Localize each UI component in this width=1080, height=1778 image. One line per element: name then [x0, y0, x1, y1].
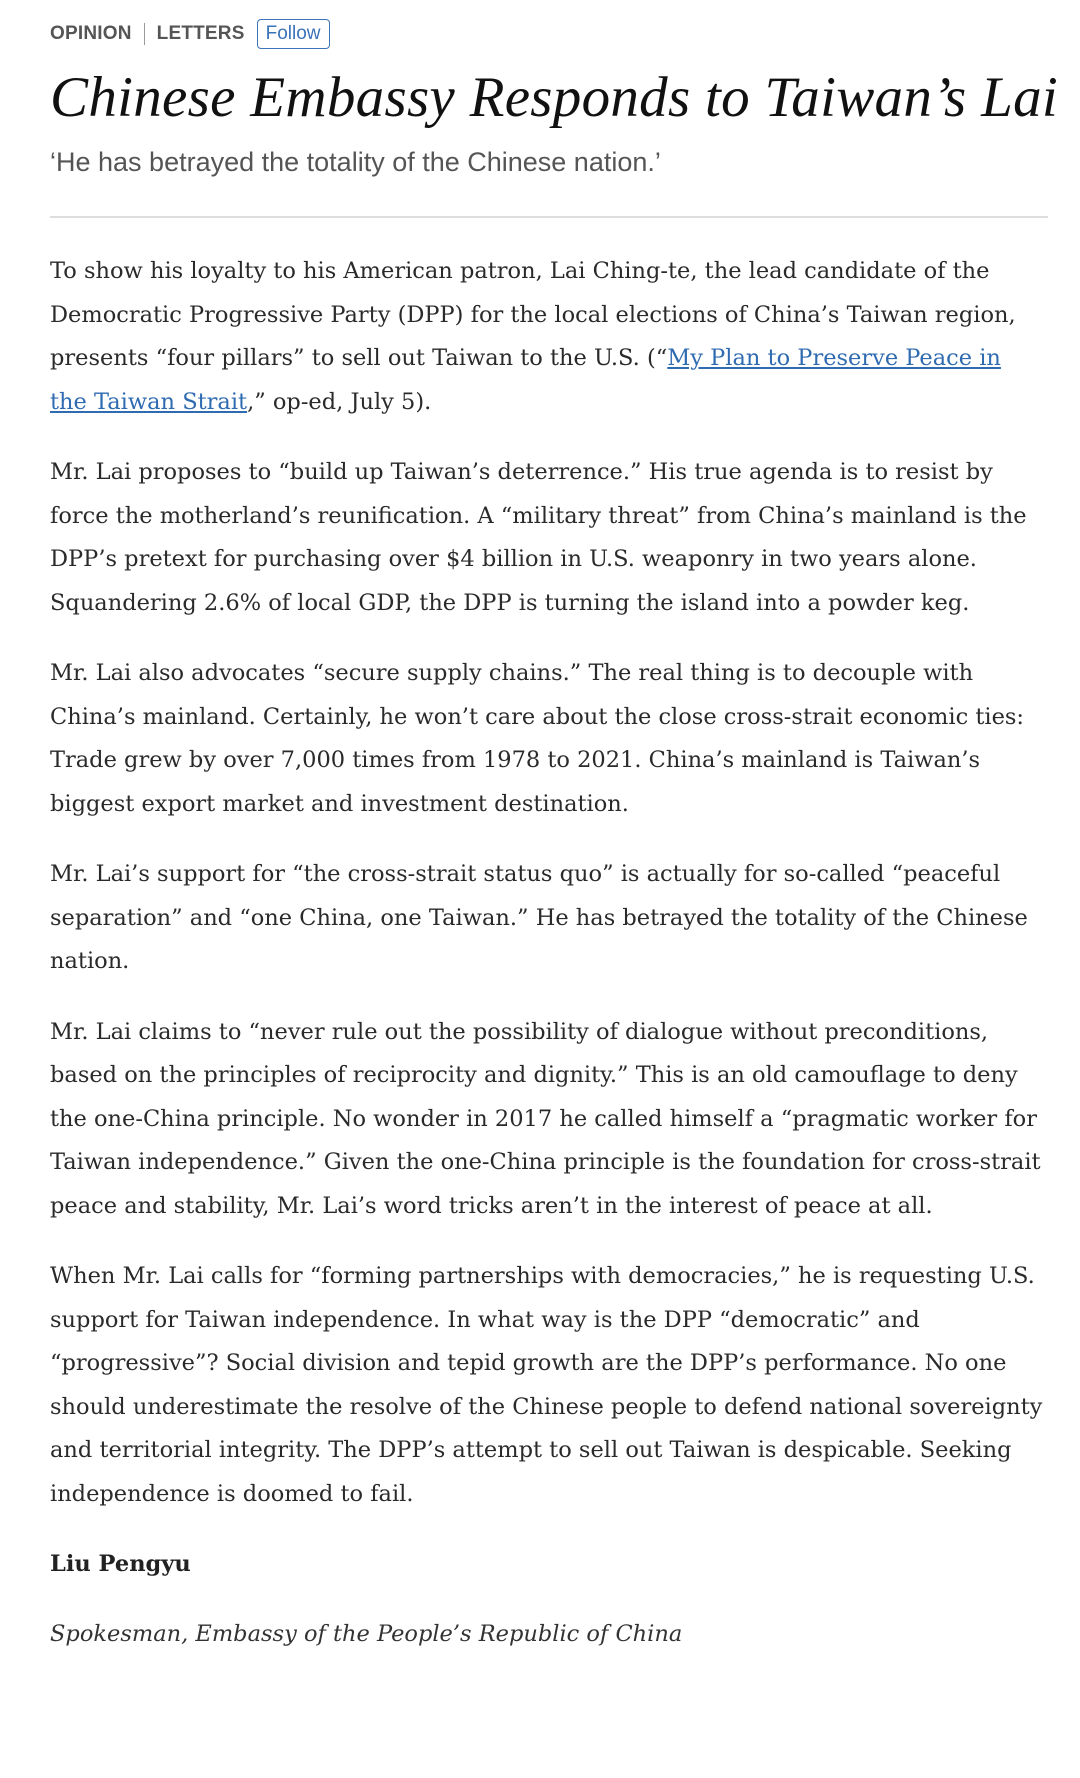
paragraph-1 — [50, 250, 1044, 424]
article-body — [50, 250, 1044, 1656]
divider-rule — [50, 216, 1048, 218]
paragraph-6: When Mr. Lai calls for “forming partnerships with democracies,” he is requesting U.S. support for Taiwan independence. In what way is the DPP “democratic” and “progressive”? Social division and tepid growth are the DPP’s performance. No one should underestimate the resolve of the Chinese people to defend national sovereignty and territorial integrity. The DPP’s attempt to sell out Taiwan is despicable. Seeking independence is doomed to fail. — [50, 1263, 1043, 1507]
paragraph-4: Mr. Lai’s support for “the cross-strait status quo” is actually for so-called “peaceful separation” and “one China, one Taiwan.” He has betrayed the totality of the Chinese nation. — [50, 861, 1028, 974]
signature-title: Spokesman, Embassy of the People’s Republic of China — [50, 1621, 683, 1647]
paragraph-5: Mr. Lai claims to “never rule out the possibility of dialogue without preconditions, based on the principles of reciprocity and dignity.” This is an old camouflage to deny the one-China principle. No wonder in 2017 he called himself a “pragmatic worker for Taiwan independence.” Given the one-China principle is the foundation for cross-strait peace and stability, Mr. Lai’s word tricks aren’t in the interest of peace at all. — [50, 1018, 1041, 1219]
paragraph-1-text-end: ,” op-ed, July 5). — [247, 388, 432, 415]
section-link-opinion[interactable]: OPINION — [50, 23, 132, 44]
paragraph-3: Mr. Lai also advocates “secure supply chains.” The real thing is to decouple with China’s mainland. Certainly, he won’t care about the close cross-strait economic ties: Trade grew by over 7,000 times from 1978 to 2021. China’s mainland is Taiwan’s biggest export market and investment destination. — [50, 660, 1025, 817]
section-divider — [144, 23, 145, 45]
headline: Chinese Embassy Responds to Taiwan’s Lai — [50, 66, 1059, 129]
section-header — [50, 14, 1048, 54]
follow-button[interactable]: Follow — [257, 19, 330, 49]
op-ed-link[interactable]: My Plan to Preserve Peace in the Taiwan Strait — [50, 345, 1001, 415]
paragraph-2: Mr. Lai proposes to “build up Taiwan’s deterrence.” His true agenda is to resist by force the motherland’s reunification. A “military threat” from China’s mainland is the DPP’s pretext for purchasing over $4 billion in U.S. weaponry in two years alone. Squandering 2.6% of local GDP, the DPP is turning the island into a powder keg. — [50, 459, 1027, 616]
signature-name: Liu Pengyu — [50, 1551, 191, 1577]
subheadline: ‘He has betrayed the totality of the Chinese nation.’ — [50, 147, 661, 177]
section-link-letters[interactable]: LETTERS — [156, 23, 245, 44]
paragraph-1-text-start: To show his loyalty to his American patron, Lai Ching-te, the lead candidate of the Democratic Progressive Party (DPP) for the local elections of China’s Taiwan region, presents “four pillars” to sell out Taiwan to the U.S. (“ — [50, 258, 1016, 371]
article-page — [50, 14, 1059, 1656]
